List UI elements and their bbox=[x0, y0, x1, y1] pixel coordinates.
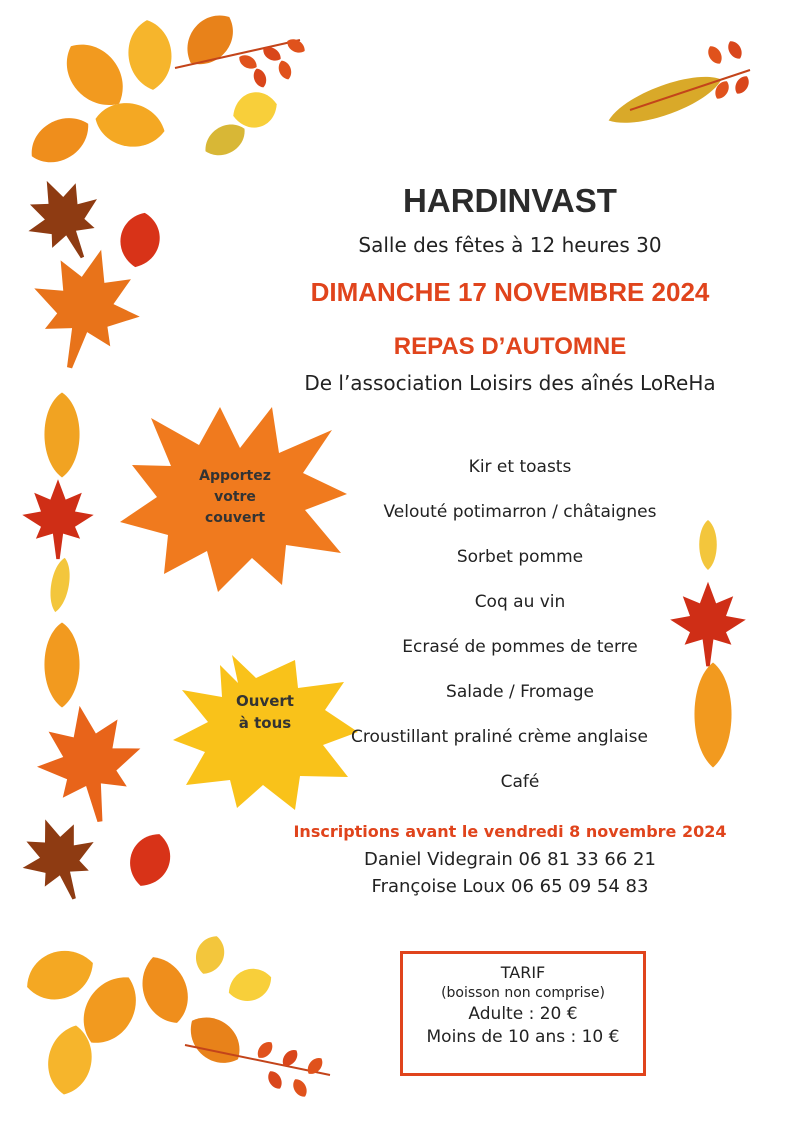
pricing-box bbox=[400, 951, 646, 1076]
event-date: DIMANCHE 17 NOVEMBRE 2024 bbox=[310, 277, 710, 307]
bring-cutlery-badge bbox=[150, 466, 320, 529]
town-title: HARDINVAST bbox=[403, 182, 617, 219]
badge-line: Apportez bbox=[199, 468, 271, 484]
adult-price: Adulte : 20 € bbox=[468, 1004, 578, 1024]
leaf-cluster-bottom-left bbox=[19, 932, 330, 1100]
menu-item: Salade / Fromage bbox=[446, 682, 594, 702]
event-title: REPAS D’AUTOMNE bbox=[393, 333, 627, 360]
badge-line: couvert bbox=[204, 510, 266, 526]
leaf-cluster-top-right bbox=[604, 38, 752, 134]
pricing-heading: TARIF bbox=[500, 963, 546, 982]
badge-line: Ouvert bbox=[236, 692, 294, 710]
menu-item: Coq au vin bbox=[474, 592, 566, 612]
contact-line: Daniel Videgrain 06 81 33 66 21 bbox=[364, 849, 656, 870]
contact-line: Françoise Loux 06 65 09 54 83 bbox=[371, 876, 649, 897]
menu-item: Sorbet pomme bbox=[456, 547, 584, 567]
leaf-cluster-top-left bbox=[12, 4, 307, 381]
badge-line: votre bbox=[214, 489, 256, 505]
menu-item: Croustillant praliné crème anglaise bbox=[351, 727, 648, 747]
menu-item: Kir et toasts bbox=[468, 457, 572, 477]
menu-item: Velouté potimarron / châtaignes bbox=[383, 502, 657, 522]
badge-line: à tous bbox=[238, 714, 292, 732]
menu-list bbox=[345, 452, 695, 812]
association-line: De l’association Loisirs des aînés LoReHa bbox=[304, 371, 716, 395]
open-to-all-badge bbox=[190, 690, 340, 734]
pricing-note: (boisson non comprise) bbox=[441, 985, 605, 1001]
venue-time: Salle des fêtes à 12 heures 30 bbox=[358, 233, 662, 257]
menu-item: Ecrasé de pommes de terre bbox=[402, 637, 638, 657]
child-price: Moins de 10 ans : 10 € bbox=[426, 1027, 620, 1047]
menu-item: Café bbox=[500, 772, 540, 792]
registration-deadline: Inscriptions avant le vendredi 8 novembre 2024 bbox=[293, 822, 727, 841]
